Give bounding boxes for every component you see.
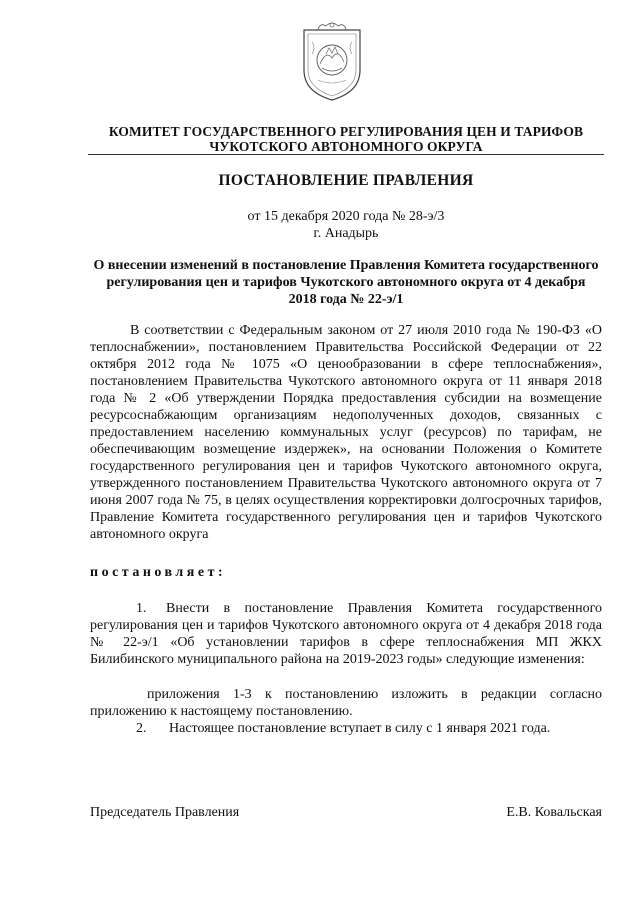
document-place: г. Анадырь — [313, 226, 379, 241]
list-item — [90, 600, 602, 668]
organization-name: КОМИТЕТ ГОСУДАРСТВЕННОГО РЕГУЛИРОВАНИЯ ЦЕН И ТАРИФОВ ЧУКОТСКОГО АВТОНОМНОГО ОКРУГА — [108, 124, 584, 154]
document-subject: О внесении изменений в постановление Правления Комитета государственного регулирования цен и тарифов Чукотского автономного округа от 4 декабря 2018 года № 22-э/1 — [93, 258, 599, 307]
item-number: 2. — [136, 721, 147, 736]
signatory-name: Е.В. Ковальская — [506, 805, 602, 820]
signatory-role: Председатель Правления — [90, 805, 240, 820]
coat-of-arms-icon — [298, 20, 366, 104]
preamble-paragraph: В соответствии с Федеральным законом от 27 июля 2010 года № 190-ФЗ «О теплоснабжении», постановлением Правительства Российской Федерации от 22 октября 2012 года № 1075 «О ценообразовании в сфере теплоснабжения», постановлением Правительства Чукотского автономного округа от 11 января 2018 года № 2 «Об утверждении Порядка предоставления субсидии на возмещение ресурсоснабжающим организациям недополученных доходов, связанных с предоставлением населению коммунальных услуг (ресурсов) по тарифам, не обеспечивающим возмещение издержек», на основании Положения о Комитете государственного регулирования цен и тарифов Чукотского автономного округа, утвержденного постановлением Правительства Чукотского автономного округа от 7 июня 2007 года № 75, в целях осуществления корректировки долгосрочных тарифов, Правление Комитета государственного регулирования цен и тарифов Чукотского автономного округа — [90, 323, 602, 542]
item-number: 1. — [136, 601, 147, 616]
item-text: Внести в постановление Правления Комитета государственного регулирования цен и тарифов Чукотского автономного округа от 4 декабря 2018 года № 22-э/1 «Об установлении тарифов в сфере теплоснабжения МП ЖКХ Билибинского муниципального района на 2019-2023 годы» следующие изменения: — [90, 601, 602, 667]
header-divider — [88, 154, 604, 155]
resolves-keyword: постановляет: — [90, 565, 227, 580]
document-type: ПОСТАНОВЛЕНИЕ ПРАВЛЕНИЯ — [218, 172, 474, 189]
document-date-number: от 15 декабря 2020 года № 28-э/3 — [247, 209, 445, 224]
item-subtext: приложения 1-3 к постановлению изложить в редакции согласно приложению к настоящему постановлению. — [90, 687, 602, 719]
list-item — [136, 720, 550, 737]
item-text: Настоящее постановление вступает в силу с 1 января 2021 года. — [169, 721, 551, 736]
